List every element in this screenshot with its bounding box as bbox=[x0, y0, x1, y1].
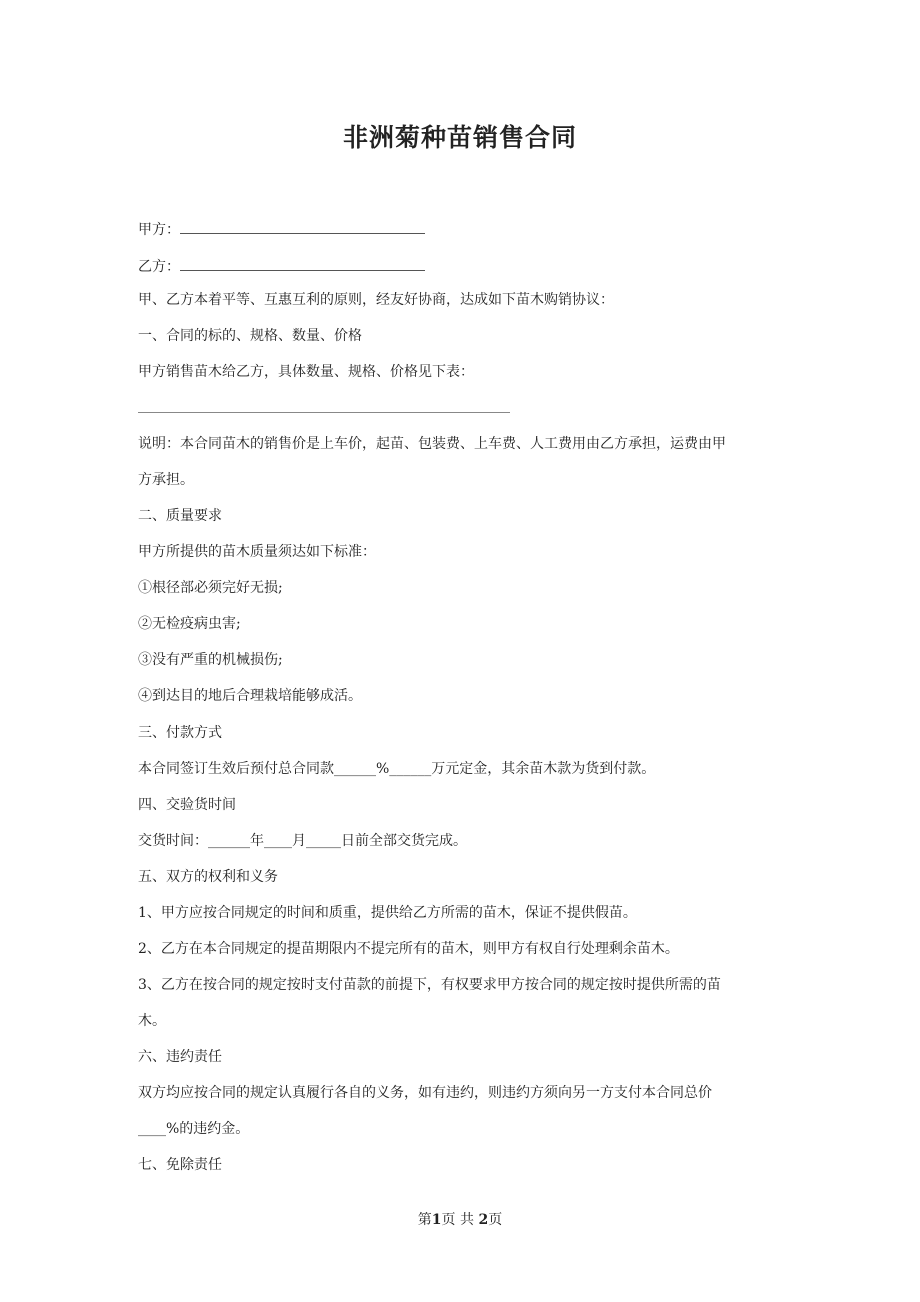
paragraph-note-line2: 方承担。 bbox=[138, 472, 194, 488]
paragraph-quality-intro: 甲方所提供的苗木质量须达如下标准： bbox=[138, 544, 376, 560]
quality-item-2: ②无检疫病虫害; bbox=[138, 616, 241, 632]
footer-total-pages: 2 bbox=[478, 1212, 489, 1228]
document-title: 非洲菊种苗销售合同 bbox=[342, 123, 577, 152]
rights-item-1: 1、甲方应按合同规定的时间和质重，提供给乙方所需的苗木，保证不提供假苗。 bbox=[138, 905, 637, 921]
footer-suffix: 页 bbox=[488, 1212, 503, 1228]
section-heading-breach: 六、违约责任 bbox=[138, 1049, 222, 1065]
rights-item-2: 2、乙方在本合同规定的提苗期限内不提完所有的苗木，则甲方有权自行处理剩余苗木。 bbox=[138, 941, 679, 957]
footer-middle: 页 共 bbox=[441, 1212, 474, 1228]
party-a-line bbox=[138, 218, 425, 240]
section-heading-payment: 三、付款方式 bbox=[138, 725, 222, 741]
paragraph-breach-line1: 双方均应按合同的规定认真履行各自的义务，如有违约，则违约方须向另一方支付本合同总价 bbox=[138, 1085, 712, 1101]
party-a-blank bbox=[180, 218, 425, 234]
footer-prefix: 第 bbox=[417, 1212, 432, 1228]
price-table-rule bbox=[138, 412, 510, 413]
quality-item-1: ①根径部必须完好无损; bbox=[138, 580, 283, 596]
intro-paragraph: 甲、乙方本着平等、互惠互利的原则，经友好协商，达成如下苗木购销协议： bbox=[138, 292, 614, 308]
quality-item-4: ④到达目的地后合理栽培能够成活。 bbox=[138, 688, 362, 704]
party-a-label: 甲方： bbox=[138, 222, 180, 238]
rights-item-3-line2: 木。 bbox=[138, 1013, 166, 1029]
paragraph-delivery-time: 交货时间：______年____月_____日前全部交货完成。 bbox=[138, 833, 467, 849]
section-heading-exemption: 七、免除责任 bbox=[138, 1157, 222, 1173]
section-heading-delivery: 四、交验货时间 bbox=[138, 797, 236, 813]
paragraph-payment: 本合同签订生效后预付总合同款______%______万元定金，其余苗木款为货到付款。 bbox=[138, 761, 656, 777]
quality-item-3: ③没有严重的机械损伤; bbox=[138, 652, 283, 668]
rights-item-3-line1: 3、乙方在按合同的规定按时支付苗款的前提下，有权要求甲方按合同的规定按时提供所需的苗 bbox=[138, 977, 721, 993]
footer-current-page: 1 bbox=[431, 1212, 442, 1228]
section-heading-rights: 五、双方的权利和义务 bbox=[138, 869, 278, 885]
section-heading-quality: 二、质量要求 bbox=[138, 508, 222, 524]
page-footer bbox=[0, 1210, 920, 1230]
section-heading-subject: 一、合同的标的、规格、数量、价格 bbox=[138, 328, 362, 344]
party-b-blank bbox=[180, 255, 425, 271]
paragraph-breach-line2: ____%的违约金。 bbox=[138, 1121, 250, 1137]
party-b-label: 乙方： bbox=[138, 259, 180, 275]
paragraph-note-line1: 说明：本合同苗木的销售价是上车价，起苗、包装费、上车费、人工费用由乙方承担，运费由甲 bbox=[138, 436, 726, 452]
paragraph-sale-table-intro: 甲方销售苗木给乙方，具体数量、规格、价格见下表： bbox=[138, 364, 474, 380]
party-b-line bbox=[138, 255, 425, 277]
